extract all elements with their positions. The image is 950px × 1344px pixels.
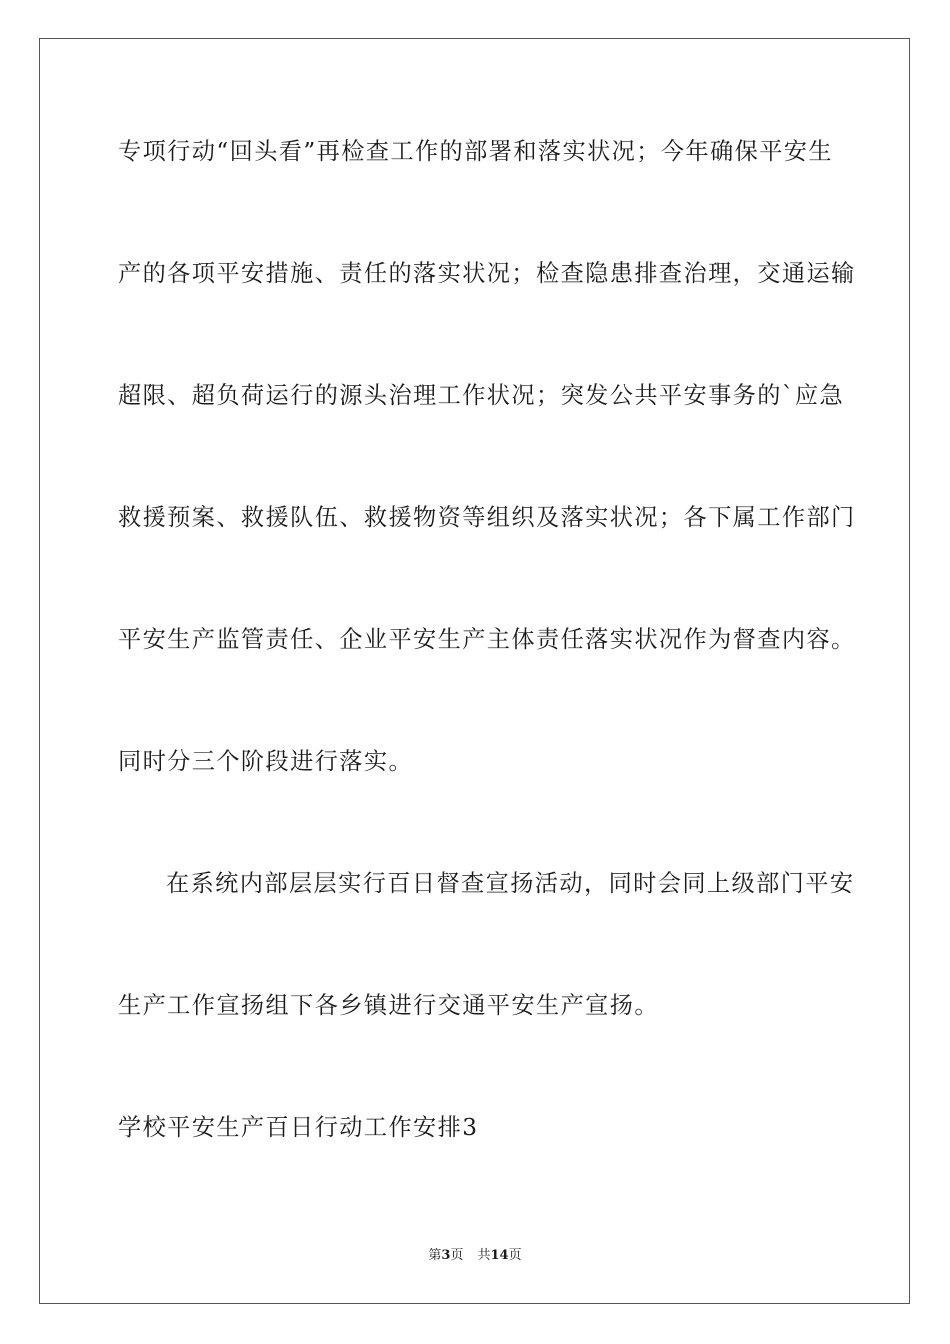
section-heading: 学校平安生产百日行动工作安排3 xyxy=(118,1114,479,1141)
total-suffix: 页 xyxy=(508,1248,522,1263)
page-number: 3 xyxy=(441,1248,451,1263)
total-prefix: 共 xyxy=(477,1248,491,1263)
paragraph-line: 生产工作宣扬组下各乡镇进行交通平安生产宣扬。 xyxy=(118,992,659,1019)
page-suffix: 页 xyxy=(450,1248,464,1263)
total-pages: 14 xyxy=(490,1248,509,1263)
paragraph-line: 产的各项平安措施、责任的落实状况；检查隐患排查治理，交通运输 xyxy=(118,260,856,287)
paragraph-line: 救援预案、救援队伍、救援物资等组织及落实状况；各下属工作部门 xyxy=(118,504,856,531)
page-footer xyxy=(0,1246,950,1266)
document-body xyxy=(118,128,856,1226)
paragraph-line: 在系统内部层层实行百日督查宣扬活动，同时会同上级部门平安 xyxy=(166,870,855,897)
paragraph-line: 平安生产监管责任、企业平安生产主体责任落实状况作为督查内容。 xyxy=(118,626,856,653)
paragraph-line: 同时分三个阶段进行落实。 xyxy=(118,748,414,775)
page-prefix: 第 xyxy=(428,1248,442,1263)
paragraph-line: 超限、超负荷运行的源头治理工作状况；突发公共平安事务的`应急 xyxy=(118,382,845,409)
paragraph-line: 专项行动“回头看”再检查工作的部署和落实状况；今年确保平安生 xyxy=(118,138,833,165)
